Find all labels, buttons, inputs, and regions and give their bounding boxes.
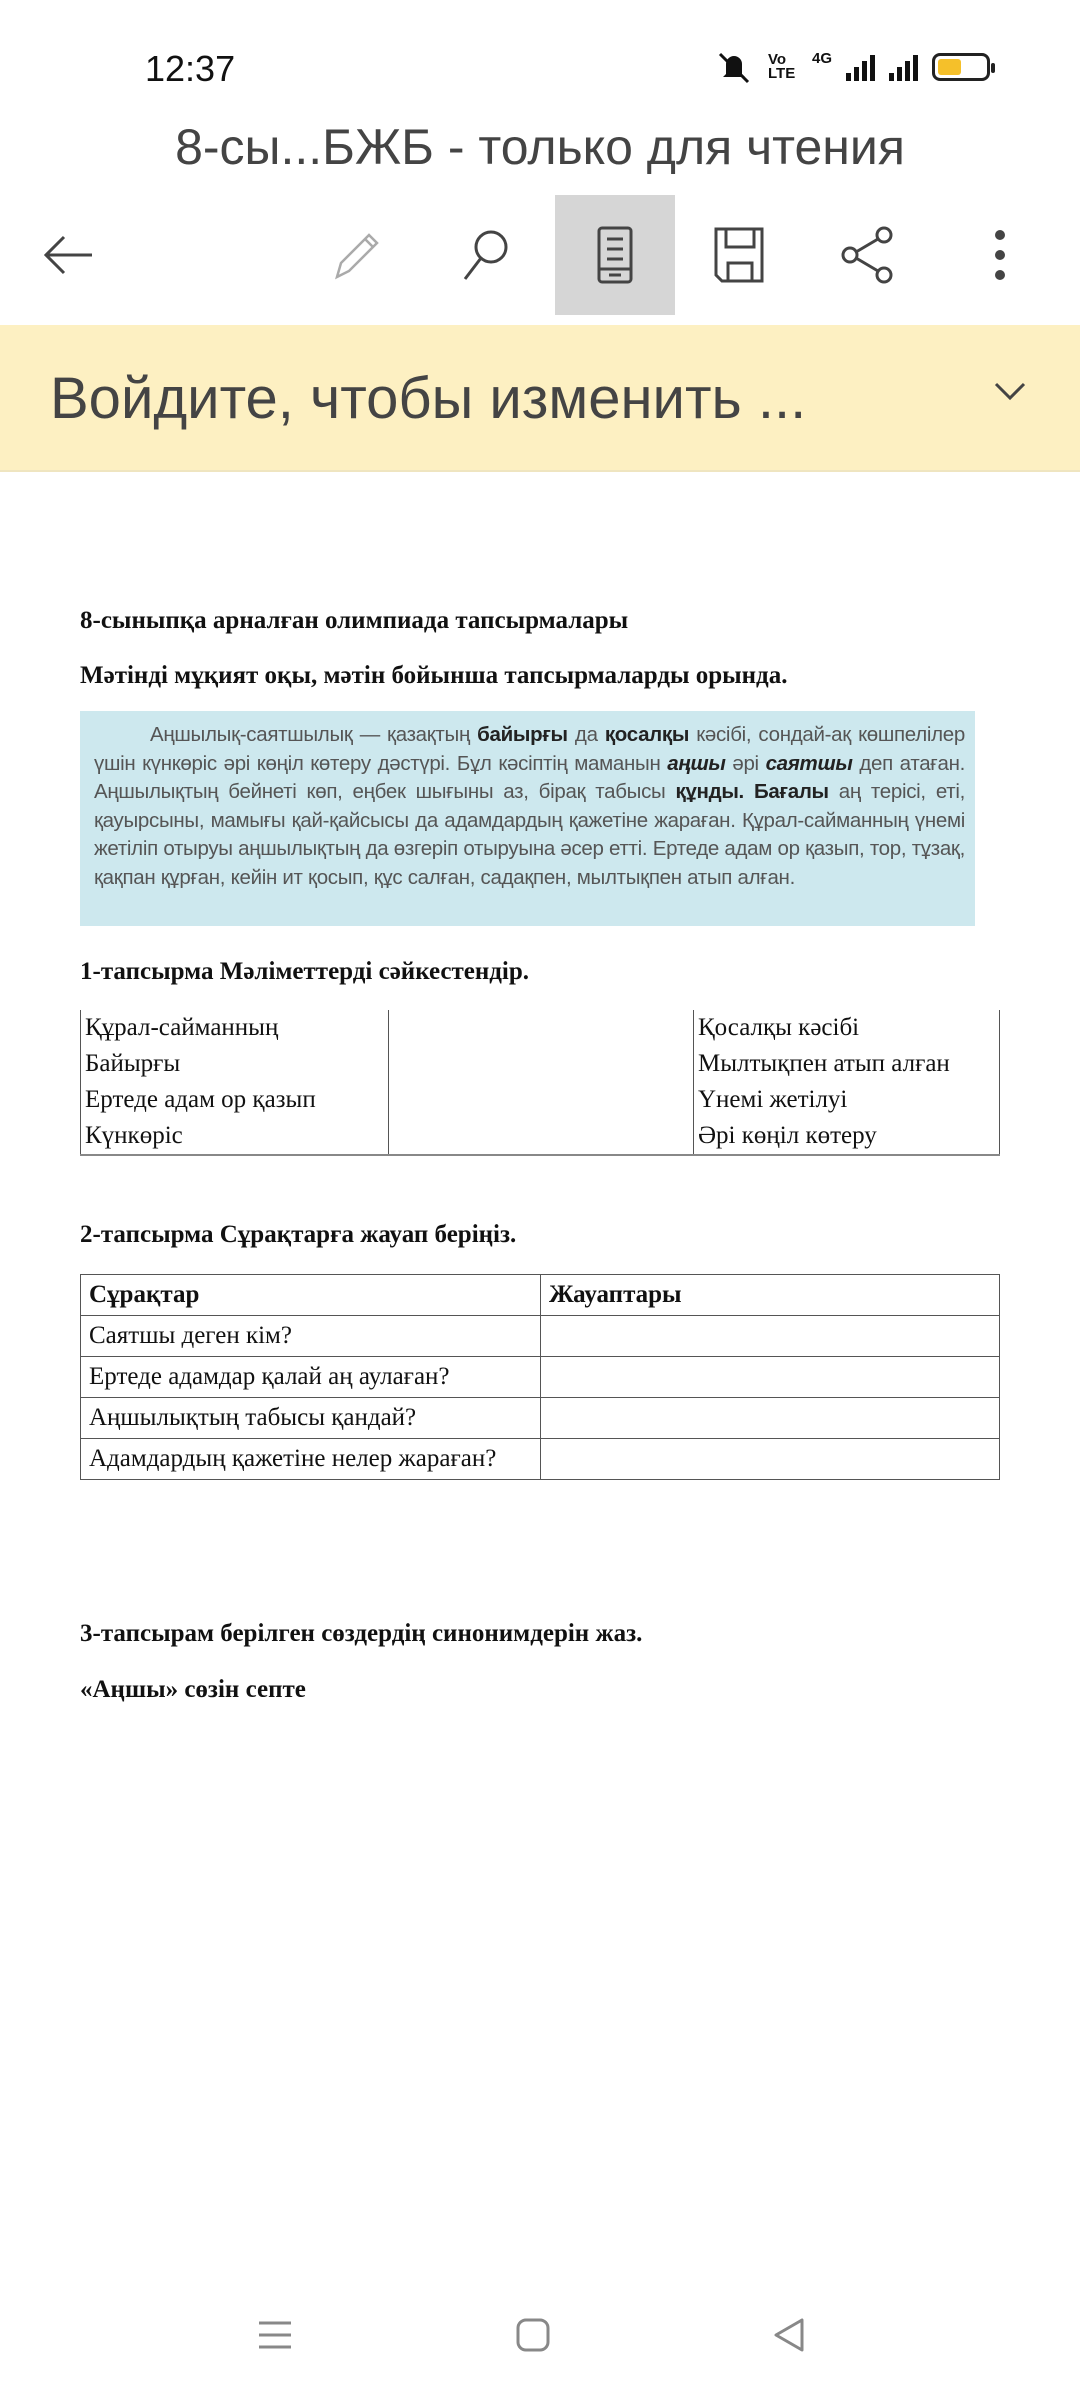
passage-text: да [567,723,605,746]
answer-cell[interactable] [389,1010,694,1046]
share-icon [838,225,898,285]
task3-title: 3-тапсырам берілген сөздердің синонимдерін жаз. [80,1620,643,1647]
save-button[interactable] [680,195,800,315]
chevron-down-icon[interactable] [990,370,1030,410]
document-title: 8-сы...БЖБ - только для чтения [175,119,905,175]
back-button[interactable] [8,195,128,315]
answer-cell[interactable] [541,1398,1000,1439]
answer-cell[interactable] [541,1316,1000,1357]
heading-olympiad: 8-сыныпқа арналған олимпиада тапсырмалары [80,607,629,634]
matching-table [80,1010,1000,1156]
reading-passage [80,711,975,926]
signal-icon-2 [889,53,918,81]
back-arrow-icon [38,230,98,280]
table-row [81,1046,1000,1082]
task2-title: 2-тапсырма Сұрақтарға жауап беріңіз. [80,1221,517,1248]
network-type: 4G [811,50,832,67]
task1-title: 1-тапсырма Мәліметтерді сәйкестендір. [80,958,529,985]
table-row [81,1398,1000,1439]
table-cell: Құрал-сайманның [81,1010,389,1046]
status-time: 12:37 [145,48,236,89]
question-cell: Ертеде адамдар қалай аң аулаған? [81,1357,541,1398]
battery-icon [932,53,990,81]
table-header-row [81,1275,1000,1316]
sign-in-banner-text: Войдите, чтобы изменить ... [50,366,807,431]
question-cell: Саятшы деген кім? [81,1316,541,1357]
search-icon [455,225,515,285]
header-answers: Жауаптары [541,1275,1000,1316]
back-nav-icon[interactable] [770,2315,810,2355]
reader-view-button[interactable] [555,195,675,315]
save-icon [710,225,770,285]
reader-view-icon [595,225,635,285]
pencil-icon [325,225,385,285]
table-cell: Үнемі жетілуі [694,1082,1000,1118]
answer-cell[interactable] [389,1118,694,1155]
share-button[interactable] [808,195,928,315]
passage-text: кәсібі, сондай-ақ көшпелілер үшін күнкөріс әрі көңіл көтеру дәстүрі. Бұл кәсіптің маманын [94,723,965,775]
table-cell: Әрі көңіл көтеру [694,1118,1000,1155]
table-cell: Қосалқы кәсібі [694,1010,1000,1046]
more-options-button[interactable] [940,195,1060,315]
more-icon [990,225,1010,285]
edit-button[interactable] [295,195,415,315]
passage-italic: аңшы [667,751,726,775]
answer-cell[interactable] [541,1439,1000,1480]
question-cell: Аңшылықтың табысы қандай? [81,1398,541,1439]
table-cell: Байырғы [81,1046,389,1082]
table-row [81,1316,1000,1357]
questions-table [80,1274,1000,1480]
sign-in-banner[interactable] [0,325,1080,472]
passage-bold: құнды. Бағалы [675,780,829,803]
task3-line: «Аңшы» сөзін септе [80,1676,306,1703]
table-row [81,1118,1000,1155]
header-questions: Сұрақтар [81,1275,541,1316]
search-button[interactable] [425,195,545,315]
table-cell: Ертеде адам ор қазып [81,1082,389,1118]
table-row [81,1010,1000,1046]
passage-text: Аңшылық-саятшылық — қазақтың [150,723,478,746]
status-icons [714,50,990,84]
signal-icon [846,53,875,81]
answer-cell[interactable] [389,1082,694,1118]
table-cell: Күнкөріс [81,1118,389,1155]
recent-apps-icon[interactable] [255,2315,295,2355]
heading-instructions: Мәтінді мұқият оқы, мәтін бойынша тапсырмаларды орында. [80,662,788,689]
table-cell: Мылтықпен атып алған [694,1046,1000,1082]
answer-cell[interactable] [541,1357,1000,1398]
mute-bell-icon [714,50,754,84]
answer-cell[interactable] [389,1046,694,1082]
passage-text: деп атаған. Аңшылықтың бейнеті көп, еңбек шығыны аз, бірақ табысы [94,751,965,803]
table-row [81,1439,1000,1480]
table-row [81,1357,1000,1398]
passage-bold: байырғы [477,723,568,746]
table-row [81,1082,1000,1118]
volte-icon: Vo LTE [767,51,796,82]
question-cell: Адамдардың қажетіне нелер жараған? [81,1439,541,1480]
passage-text: әрі [725,751,766,775]
passage-bold: қосалқы [604,723,690,746]
passage-italic: саятшы [765,751,853,775]
home-icon[interactable] [513,2315,553,2355]
passage-text: аң терісі, еті, қауырсыны, мамығы қай-қайсысы да адамдардың қажетіне жараған. Құрал-сайманның үнемі жетіліп отыруы аңшылықтың да өзгеріп отыруына әсер етті. Ертеде адам ор қазып, тор, тұзақ, қақпан құрған, кейін ит қосып, құс салған, садақпен, мылтықпен атып алған. [94,780,965,889]
system-nav-bar [0,2295,1080,2375]
